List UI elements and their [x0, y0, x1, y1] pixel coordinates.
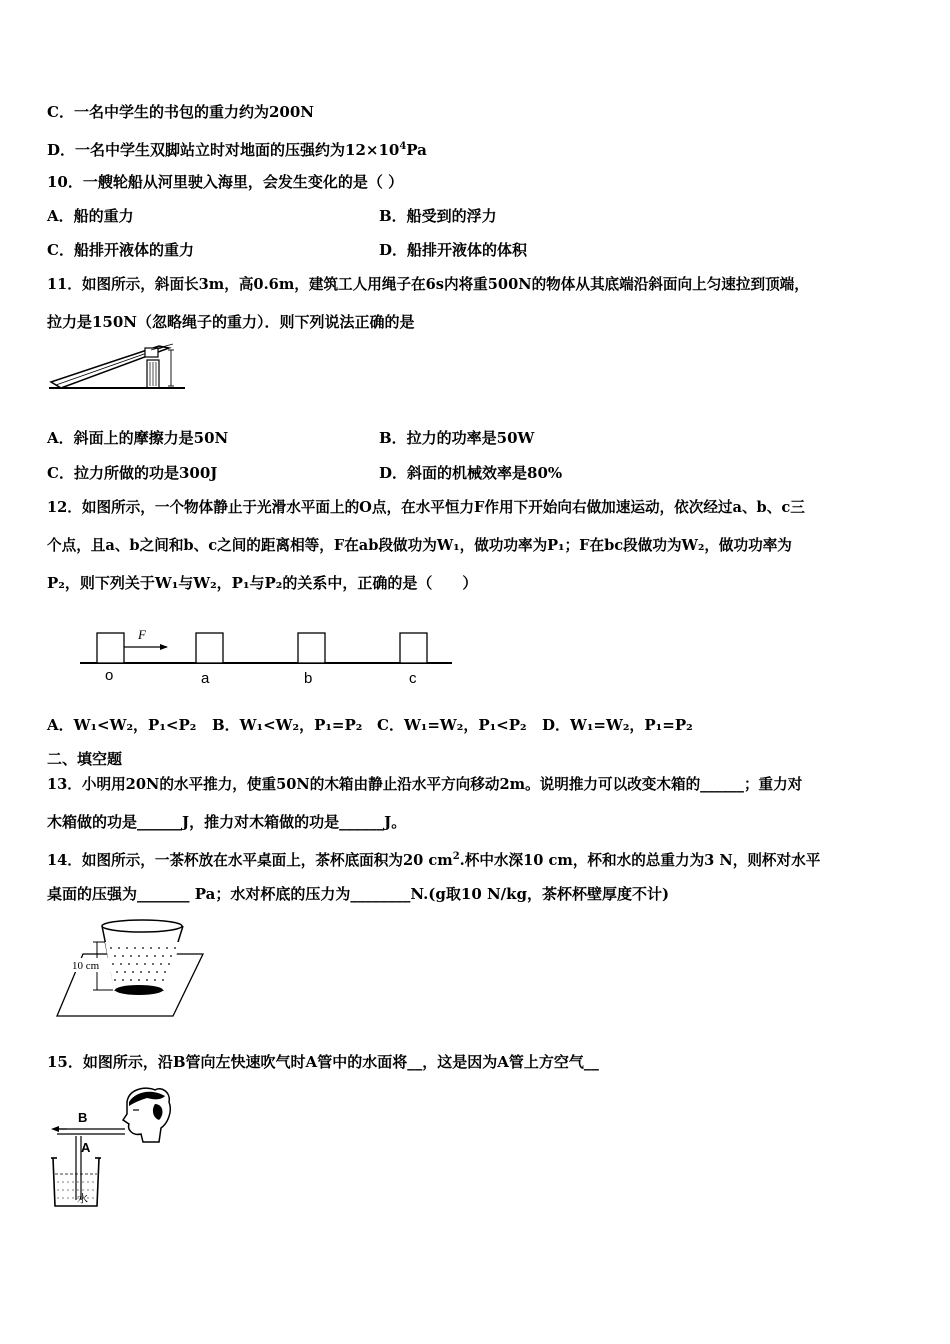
section-title: 二、填空题 — [47, 750, 123, 768]
q9-option-c: C．一名中学生的书包的重力约为200N — [47, 103, 314, 121]
block-at-c — [400, 633, 427, 663]
q11-stem-line1: 11．如图所示，斜面长3m，高0.6m，建筑工人用绳子在6s内将重500N的物体从其底端沿斜面向上匀速拉到顶端， — [47, 276, 809, 293]
point-c-label: c — [409, 670, 417, 687]
block-at-b — [298, 633, 325, 663]
point-o-label: o — [105, 667, 114, 684]
depth-label: 10 cm — [72, 960, 100, 972]
teacup-figure — [55, 918, 205, 1020]
q12-option-c: C．W₁=W₂，P₁<P₂ — [377, 716, 527, 734]
q12-option-d: D．W₁=W₂，P₁=P₂ — [542, 716, 693, 734]
q10-stem: 10．一艘轮船从河里驶入海里，会发生变化的是（ ） — [47, 173, 404, 191]
block-at-a — [196, 633, 223, 663]
block-at-o — [97, 633, 124, 663]
q13-stem-line2: 木箱做的功是______J，推力对木箱做的功是______J。 — [47, 813, 407, 831]
q10-option-c: C．船排开液体的重力 — [47, 241, 194, 259]
q14-stem-line2: 桌面的压强为_______ Pa；水对杯底的压力为________N.(g取10 N/kg，茶杯杯壁厚度不计) — [47, 885, 670, 903]
q10-option-b: B．船受到的浮力 — [379, 207, 497, 225]
water-label: 水 — [77, 1192, 88, 1205]
q12-stem-line3: P₂，则下列关于W₁与W₂，P₁与P₂的关系中，正确的是（ ） — [47, 574, 478, 592]
point-b-label: b — [304, 670, 313, 687]
cup-bottom — [115, 985, 163, 995]
q12-option-b: B．W₁<W₂，P₁=P₂ — [212, 716, 363, 734]
motion-figure — [80, 625, 455, 690]
q15-stem: 15．如图所示，沿B管向左快速吹气时A管中的水面将__，这是因为A管上方空气__ — [47, 1053, 599, 1071]
q11-option-b: B．拉力的功率是50W — [379, 429, 535, 447]
point-a-label: a — [201, 670, 210, 687]
q9-option-d: D．一名中学生双脚站立时对地面的压强约为$12\times 10^4Pa$ — [47, 141, 427, 159]
q10-option-d: D．船排开液体的体积 — [379, 241, 528, 259]
q13-stem-line1: 13．小明用20N的水平推力，使重50N的木箱由静止沿水平方向移动2m。说明推力可以改变木箱的______；重力对 — [47, 776, 803, 793]
blow-tube-figure — [47, 1084, 177, 1212]
incline-figure — [47, 338, 187, 394]
box-on-incline — [145, 348, 158, 357]
q12-stem-line2: 个点，且a、b之间和b、c之间的距离相等，F在ab段做功为W₁，做功功率为P₁；F在bc段做功为W₂，做功功率为 — [47, 537, 792, 554]
q10-option-a: A．船的重力 — [47, 207, 134, 225]
q12-option-a: A．W₁<W₂，P₁<P₂ — [47, 716, 197, 734]
q11-stem-line2: 拉力是150N（忽略绳子的重力）．则下列说法正确的是 — [47, 313, 415, 331]
label-b: B — [78, 1110, 88, 1125]
force-label: F — [138, 627, 146, 642]
q11-option-d: D．斜面的机械效率是80% — [379, 464, 563, 482]
q11-option-a: A．斜面上的摩擦力是50N — [47, 429, 229, 447]
q14-stem-line1: 14．如图所示，一茶杯放在水平桌面上，茶杯底面积为20 $cm^2$.杯中水深10 cm，杯和水的总重力为3 N，则杯对水平 — [47, 851, 821, 869]
label-a: A — [81, 1140, 91, 1155]
q11-option-c: C．拉力所做的功是300J — [47, 464, 218, 482]
q12-stem-line1: 12．如图所示，一个物体静止于光滑水平面上的O点，在水平恒力F作用下开始向右做加速运动，依次经过a、b、c三 — [47, 499, 805, 516]
